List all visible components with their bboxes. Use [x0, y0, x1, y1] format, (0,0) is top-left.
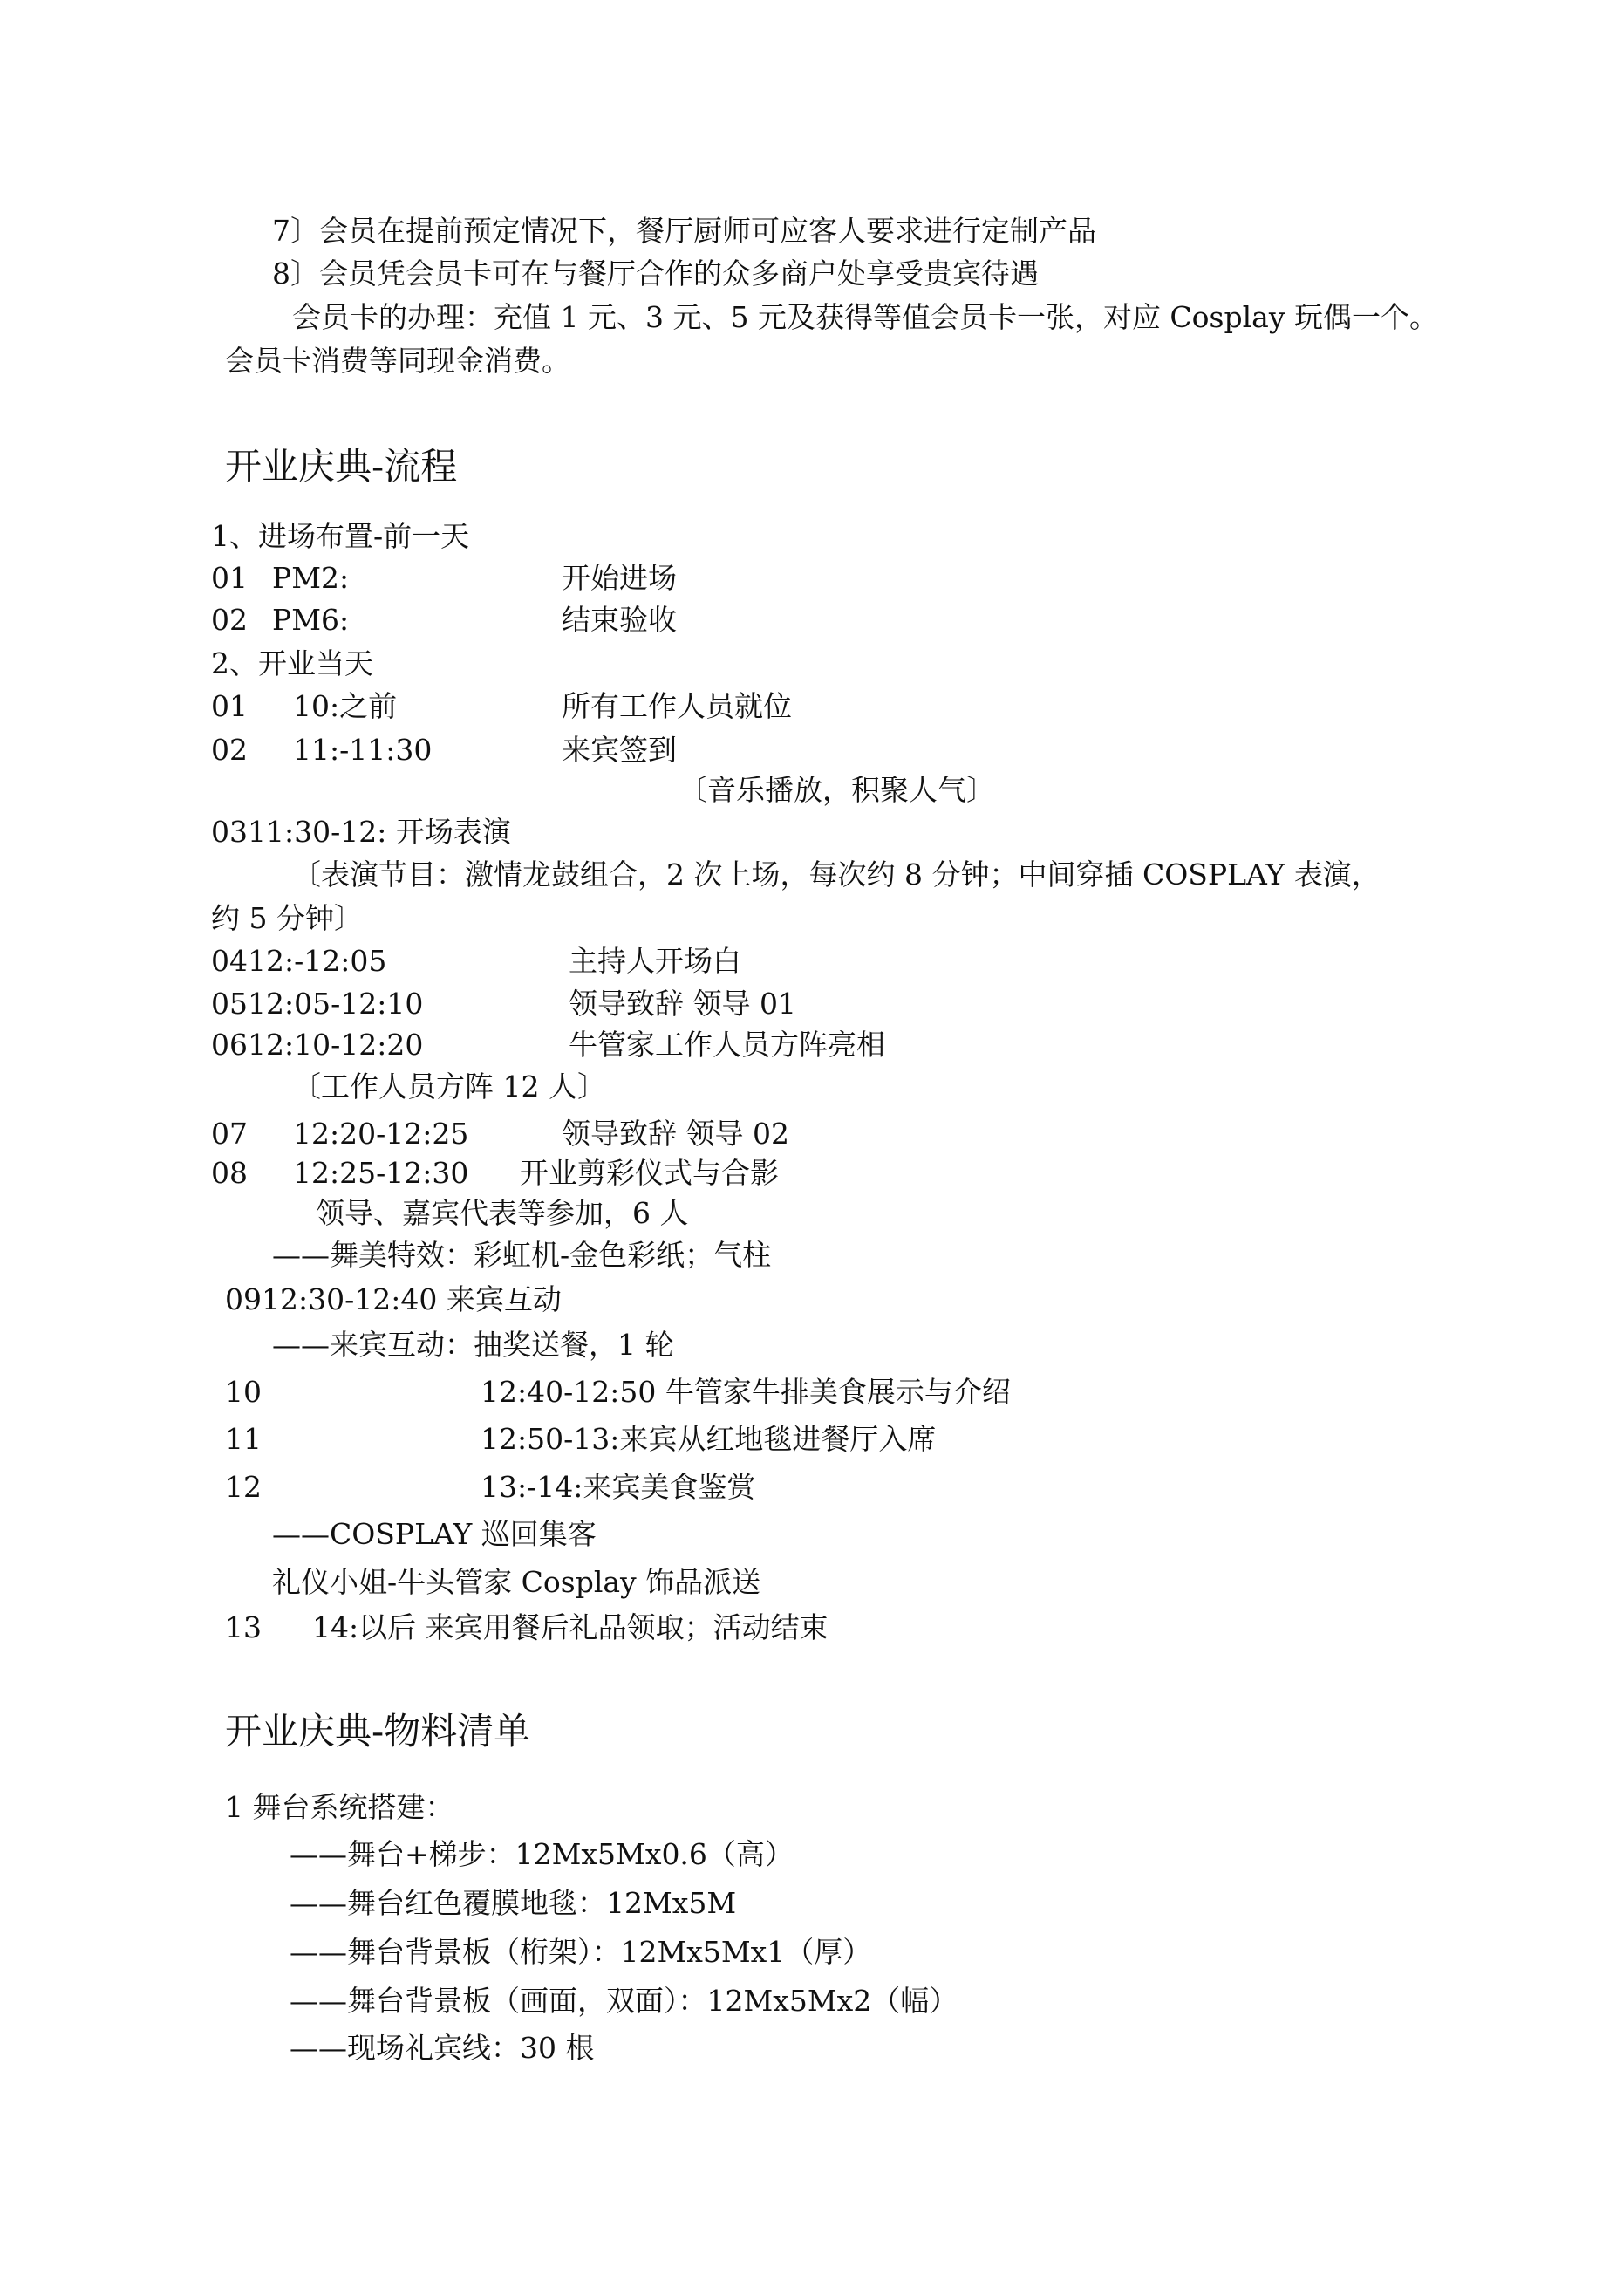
row-08-no: 08 [211, 1156, 248, 1190]
row-07-no: 07 [211, 1117, 248, 1151]
row-04-time: 0412:-12:05 [211, 944, 387, 978]
row-13-item: 14:以后 来宾用餐后礼品领取；活动结束 [312, 1610, 829, 1644]
row-09-note: ——来宾互动：抽奖送餐，1 轮 [272, 1328, 674, 1362]
row-02-time: 11:-11:30 [293, 733, 433, 767]
row-06-note: 〔工作人员方阵 12 人〕 [292, 1069, 606, 1104]
row-12-item: 13:-14:来宾美食鉴赏 [481, 1470, 756, 1504]
s1-row-2-item: 结束验收 [562, 603, 677, 637]
member-card-line-2: 会员卡消费等同现金消费。 [225, 344, 570, 378]
row-11-no: 11 [225, 1422, 262, 1456]
row-06-item: 牛管家工作人员方阵亮相 [569, 1028, 885, 1062]
s1-row-1-item: 开始进场 [562, 561, 677, 595]
s1-row-1-time: PM2: [272, 561, 350, 595]
row-04-item: 主持人开场白 [569, 944, 741, 978]
row-03-note-2: 约 5 分钟〕 [211, 901, 363, 935]
row-12-no: 12 [225, 1470, 262, 1504]
row-02-item: 来宾签到 [562, 733, 677, 767]
row-08-note-2: ——舞美特效：彩虹机-金色彩纸；气柱 [272, 1238, 772, 1272]
materials-item-1: ——舞台+梯步：12Mx5Mx0.6（高） [290, 1837, 794, 1871]
process-section-2: 2、开业当天 [211, 646, 373, 680]
materials-section-1: 1 舞台系统搭建： [225, 1790, 454, 1824]
member-card-line-1: 会员卡的办理：充值 1 元、3 元、5 元及获得等值会员卡一张，对应 Cosplay 玩偶一个。 [292, 300, 1438, 334]
process-title: 开业庆典-流程 [225, 445, 458, 488]
member-item-8: 8〕会员凭会员卡可在与餐厅合作的众多商户处享受贵宾待遇 [272, 256, 1039, 290]
materials-item-3: ——舞台背景板（桁架）：12Mx5Mx1（厚） [290, 1935, 872, 1969]
row-03-note-1: 〔表演节目：激情龙鼓组合，2 次上场，每次约 8 分钟；中间穿插 COSPLAY 表演， [292, 858, 1381, 892]
row-07-time: 12:20-12:25 [293, 1117, 469, 1151]
materials-item-4: ——舞台背景板（画面，双面）：12Mx5Mx2（幅） [290, 1984, 958, 2018]
row-09: 0912:30-12:40 来宾互动 [225, 1282, 562, 1316]
row-05-time: 0512:05-12:10 [211, 987, 424, 1021]
row-06-time: 0612:10-12:20 [211, 1028, 424, 1062]
s1-row-2-no: 02 [211, 603, 248, 637]
row-10-item: 12:40-12:50 牛管家牛排美食展示与介绍 [481, 1375, 1011, 1409]
row-11-item: 12:50-13:来宾从红地毯进餐厅入席 [481, 1422, 937, 1456]
s1-row-1-no: 01 [211, 561, 248, 595]
row-01-time: 10:之前 [293, 689, 398, 723]
row-13-no: 13 [225, 1610, 262, 1644]
row-12-note-1: ——COSPLAY 巡回集客 [272, 1517, 597, 1551]
row-10-no: 10 [225, 1375, 262, 1409]
row-08-note-1: 领导、嘉宾代表等参加，6 人 [316, 1196, 689, 1230]
row-01-item: 所有工作人员就位 [562, 689, 792, 723]
row-02-no: 02 [211, 733, 248, 767]
row-12-note-2: 礼仪小姐-牛头管家 Cosplay 饰品派送 [272, 1565, 761, 1599]
process-section-1: 1、进场布置-前一天 [211, 519, 470, 553]
row-05-item: 领导致辞 领导 01 [569, 987, 796, 1021]
materials-title: 开业庆典-物料清单 [225, 1710, 531, 1753]
row-03: 0311:30-12: 开场表演 [211, 815, 511, 849]
materials-item-2: ——舞台红色覆膜地毯：12Mx5M [290, 1886, 737, 1920]
row-08-time: 12:25-12:30 [293, 1156, 469, 1190]
row-08-item: 开业剪彩仪式与合影 [520, 1156, 779, 1190]
row-07-item: 领导致辞 领导 02 [562, 1117, 789, 1151]
member-item-7: 7〕会员在提前预定情况下，餐厅厨师可应客人要求进行定制产品 [272, 214, 1096, 248]
row-01-no: 01 [211, 689, 248, 723]
materials-item-5: ——现场礼宾线：30 根 [290, 2031, 595, 2065]
row-02-note: 〔音乐播放，积聚人气〕 [679, 773, 995, 807]
s1-row-2-time: PM6: [272, 603, 350, 637]
